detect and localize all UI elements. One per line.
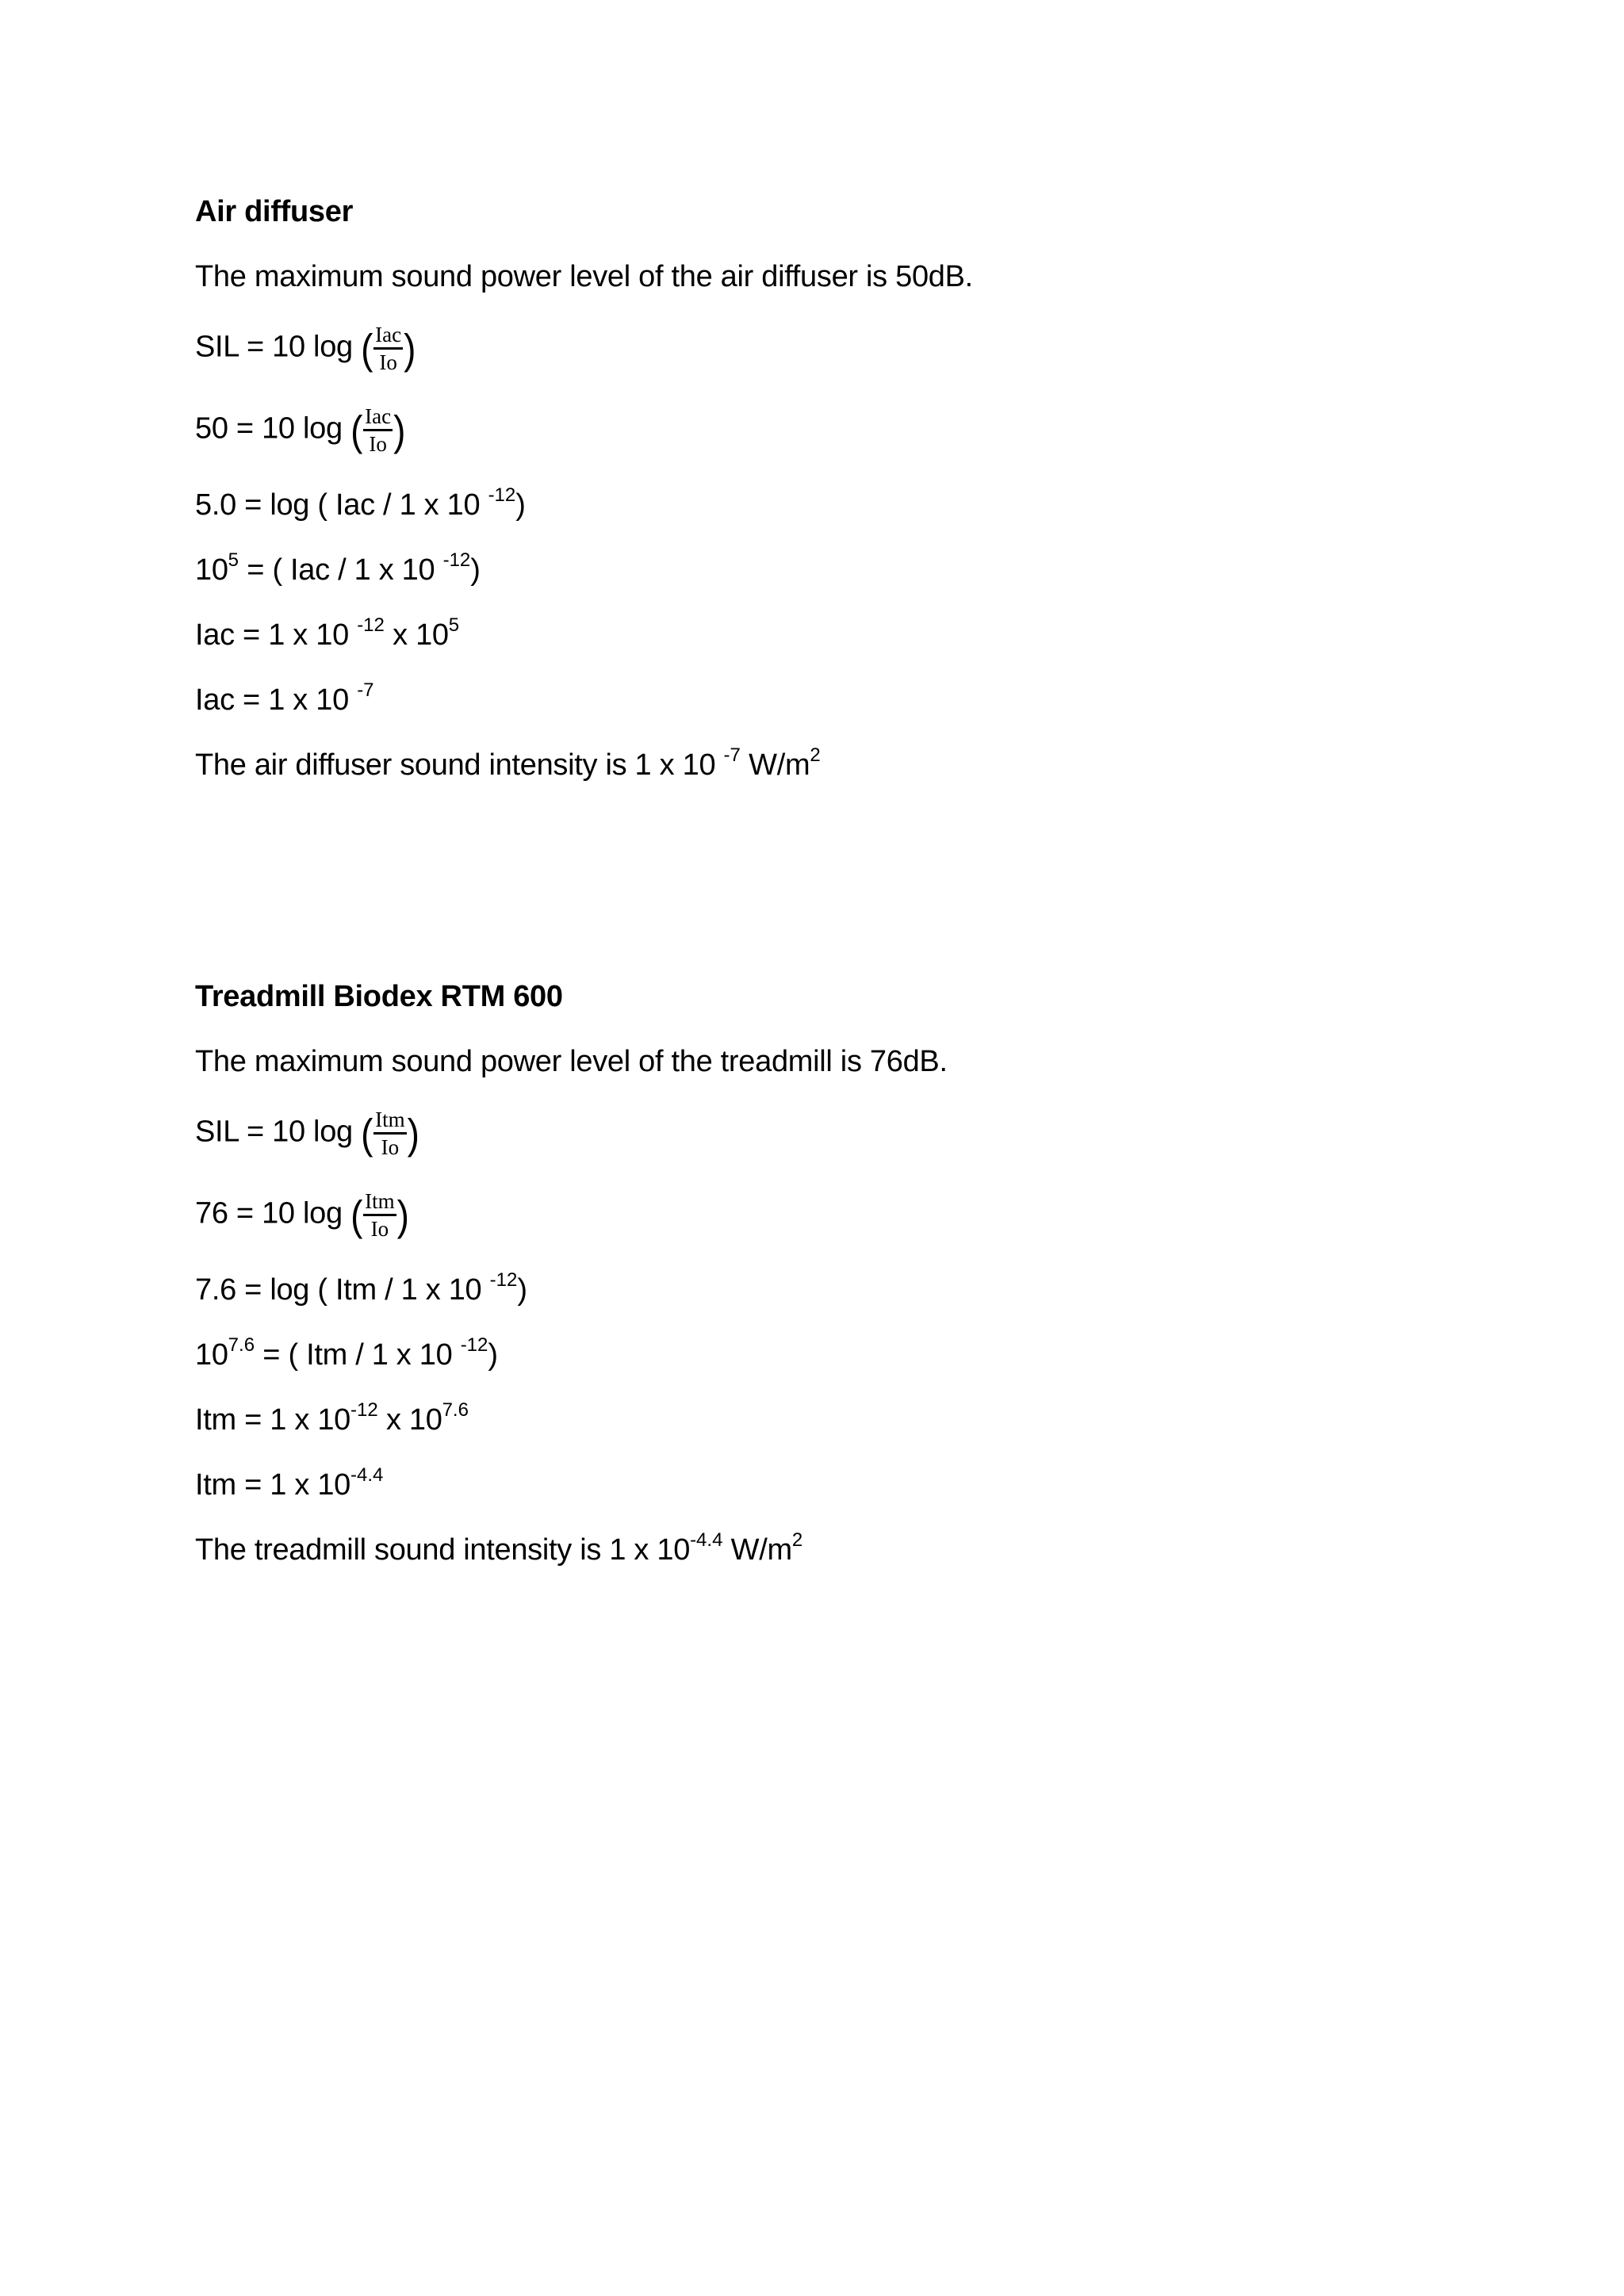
text-run: = ( Iac / 1 x 10 <box>239 553 443 587</box>
text-run: Itm = 1 x 10 <box>195 1468 350 1502</box>
fraction-bar <box>373 1132 407 1135</box>
equation-block <box>195 323 1529 783</box>
text-run: 76 = 10 log <box>195 1196 351 1230</box>
text-run: Iac = 1 x 10 <box>195 618 358 652</box>
text-run: The air diffuser sound intensity is 1 x 10 <box>195 748 724 782</box>
fraction-bar <box>373 347 403 350</box>
fraction-numerator: Iac <box>375 323 402 346</box>
equation-line <box>195 484 1529 523</box>
fraction-bar <box>363 1214 396 1216</box>
text-run: ) <box>488 1338 498 1372</box>
equation-line <box>195 323 1529 373</box>
superscript: 2 <box>810 744 821 766</box>
equation-line <box>195 1108 1529 1158</box>
parenthesis: ) <box>404 324 416 373</box>
text-run: 5.0 = log ( Iac / 1 x 10 <box>195 488 488 522</box>
superscript: 7.6 <box>228 1334 255 1356</box>
section-treadmill <box>195 978 1529 1568</box>
text-run: = ( Itm / 1 x 10 <box>255 1338 461 1372</box>
text-run: SIL = 10 log <box>195 330 362 364</box>
parenthesis: ( <box>350 406 363 454</box>
equation-line <box>195 1269 1529 1308</box>
equation-line <box>195 1529 1529 1568</box>
fraction <box>363 405 393 455</box>
superscript: -12 <box>350 1399 378 1421</box>
equation-line <box>195 549 1529 588</box>
fraction <box>363 1190 396 1240</box>
equation-line <box>195 744 1529 783</box>
equation-line <box>195 614 1529 653</box>
equation-line <box>195 405 1529 455</box>
equation-line <box>195 1464 1529 1503</box>
superscript: -12 <box>488 484 516 506</box>
parenthesis: ) <box>396 1191 409 1239</box>
parenthesis: ) <box>407 1109 419 1158</box>
section-heading: Air diffuser <box>195 195 354 228</box>
text-run: W/m <box>722 1533 792 1567</box>
superscript: -4.4 <box>350 1464 384 1486</box>
fraction-denominator: Io <box>379 350 397 374</box>
text-run: 10 <box>195 1338 228 1372</box>
superscript: -12 <box>442 549 471 571</box>
text-run: x 10 <box>384 618 449 652</box>
equation-line <box>195 1399 1529 1438</box>
text-run: ) <box>517 1273 527 1307</box>
fraction-numerator: Itm <box>375 1108 405 1131</box>
text-run: ) <box>470 553 481 587</box>
text-run: 7.6 = log ( Itm / 1 x 10 <box>195 1273 490 1307</box>
section-gap <box>195 812 1529 978</box>
parenthesis: ( <box>350 1191 363 1239</box>
superscript: 5 <box>228 549 239 571</box>
fraction <box>373 323 403 373</box>
text-run: Iac = 1 x 10 <box>195 683 358 717</box>
equation-line <box>195 679 1529 718</box>
text-run: 10 <box>195 553 228 587</box>
text-run: 50 = 10 log <box>195 411 351 446</box>
fraction-denominator: Io <box>381 1135 400 1159</box>
fraction-denominator: Io <box>370 1217 389 1241</box>
parenthesis: ( <box>361 1109 373 1158</box>
fraction-numerator: Iac <box>365 404 392 428</box>
text-run: x 10 <box>377 1403 442 1437</box>
equation-line <box>195 1190 1529 1240</box>
fraction <box>373 1108 407 1158</box>
text-run: SIL = 10 log <box>195 1115 362 1149</box>
equation-line <box>195 1334 1529 1373</box>
text-run: Itm = 1 x 10 <box>195 1403 350 1437</box>
superscript: -4.4 <box>690 1529 723 1551</box>
fraction-bar <box>363 429 393 431</box>
parenthesis: ) <box>393 406 406 454</box>
fraction-numerator: Itm <box>365 1189 395 1213</box>
equation-block <box>195 1108 1529 1568</box>
section-heading: Treadmill Biodex RTM 600 <box>195 980 563 1013</box>
superscript: -12 <box>489 1269 518 1291</box>
superscript: -7 <box>723 744 741 766</box>
superscript: 7.6 <box>442 1399 469 1421</box>
text-run: The treadmill sound intensity is 1 x 10 <box>195 1533 691 1567</box>
superscript: 2 <box>791 1529 803 1551</box>
text-run: ) <box>515 488 526 522</box>
superscript: -12 <box>357 614 385 636</box>
fraction-denominator: Io <box>369 432 387 456</box>
intro-line: The maximum sound power level of the air diffuser is 50dB. <box>195 260 973 293</box>
text-run: W/m <box>740 748 810 782</box>
superscript: 5 <box>448 614 460 636</box>
superscript: -7 <box>357 679 374 701</box>
superscript: -12 <box>460 1334 488 1356</box>
section-air-diffuser <box>195 193 1529 783</box>
intro-line: The maximum sound power level of the treadmill is 76dB. <box>195 1045 948 1078</box>
parenthesis: ( <box>361 324 373 373</box>
